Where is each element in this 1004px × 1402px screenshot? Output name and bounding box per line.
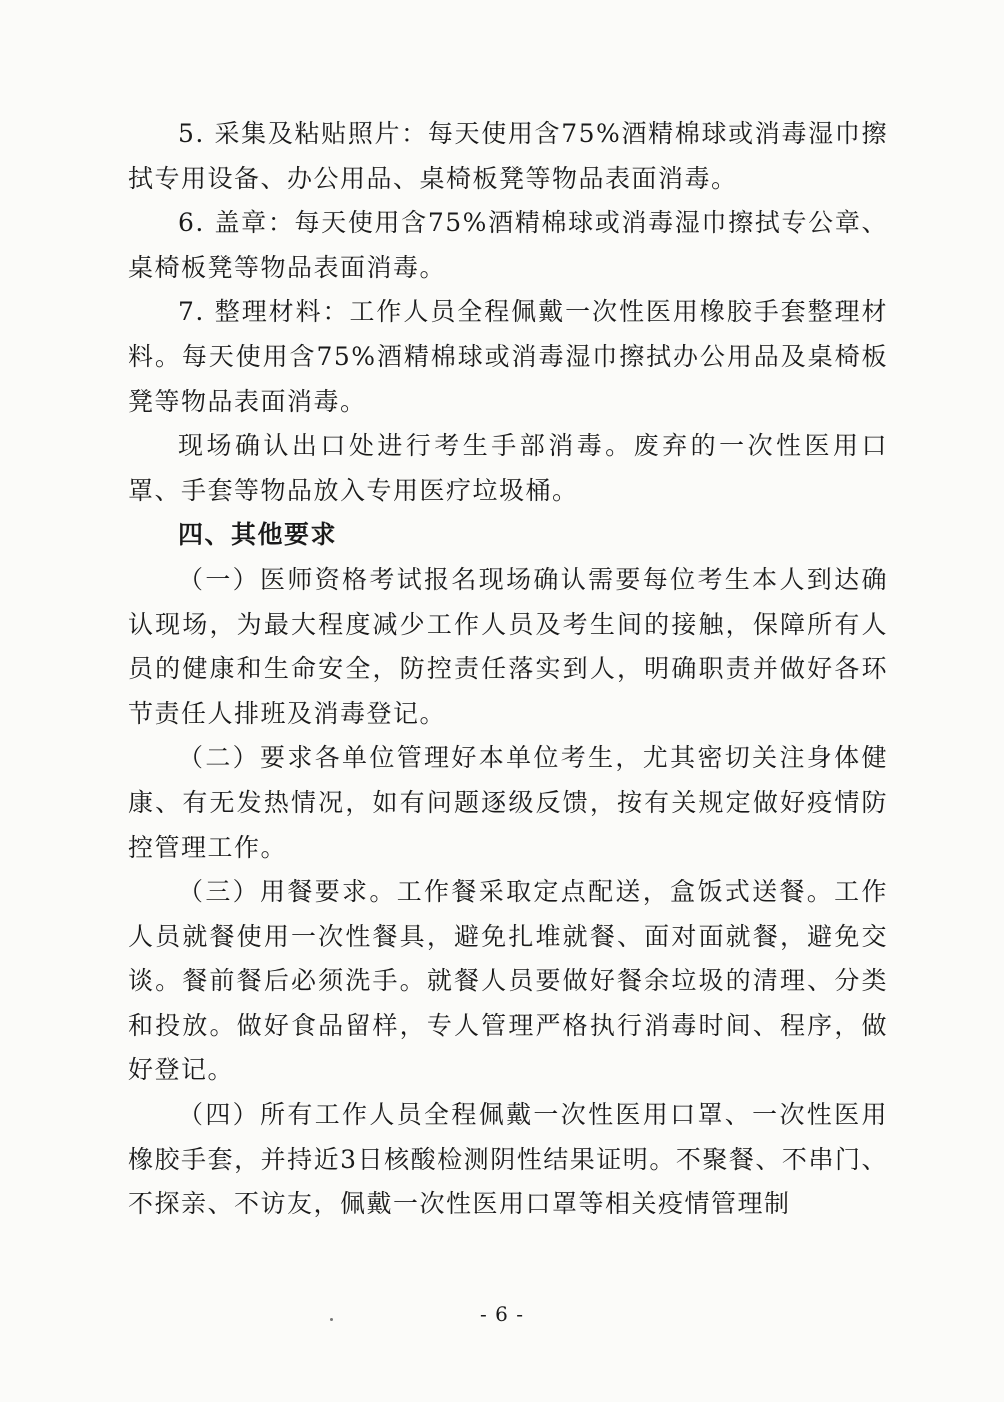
- section-heading-other-requirements: 四、其他要求: [178, 520, 338, 550]
- body-text: [128, 112, 888, 1227]
- paragraph-stamp: 6. 盖章：每天使用含75%酒精棉球或消毒湿巾擦拭专公章、桌椅板凳等物品表面消毒。: [128, 208, 888, 282]
- paragraph-collect-photo: 5. 采集及粘贴照片：每天使用含75%酒精棉球或消毒湿巾擦拭专用设备、办公用品、桌椅板凳等物品表面消毒。: [128, 119, 888, 193]
- paragraph-requirement-1: （一）医师资格考试报名现场确认需要每位考生本人到达确认现场，为最大程度减少工作人员及考生间的接触，保障所有人员的健康和生命安全，防控责任落实到人，明确职责并做好各环节责任人排班及消毒登记。: [128, 564, 888, 728]
- page-number: - 6 -: [480, 1302, 524, 1326]
- paragraph-exit-disinfection: 现场确认出口处进行考生手部消毒。废弃的一次性医用口罩、手套等物品放入专用医疗垃圾桶。: [128, 431, 888, 505]
- paragraph-requirement-2: （二）要求各单位管理好本单位考生，尤其密切关注身体健康、有无发热情况，如有问题逐级反馈，按有关规定做好疫情防控管理工作。: [128, 743, 888, 862]
- paragraph-organize-materials: 7. 整理材料：工作人员全程佩戴一次性医用橡胶手套整理材料。每天使用含75%酒精棉球或消毒湿巾擦拭办公用品及桌椅板凳等物品表面消毒。: [128, 297, 888, 416]
- paragraph-requirement-4: （四）所有工作人员全程佩戴一次性医用口罩、一次性医用橡胶手套，并持近3日核酸检测阴性结果证明。不聚餐、不串门、不探亲、不访友，佩戴一次性医用口罩等相关疫情管理制: [128, 1100, 888, 1219]
- paragraph-requirement-3: （三）用餐要求。工作餐采取定点配送，盒饭式送餐。工作人员就餐使用一次性餐具，避免扎堆就餐、面对面就餐，避免交谈。餐前餐后必须洗手。就餐人员要做好餐余垃圾的清理、分类和投放。做好食品留样，专人管理严格执行消毒时间、程序，做好登记。: [128, 877, 888, 1085]
